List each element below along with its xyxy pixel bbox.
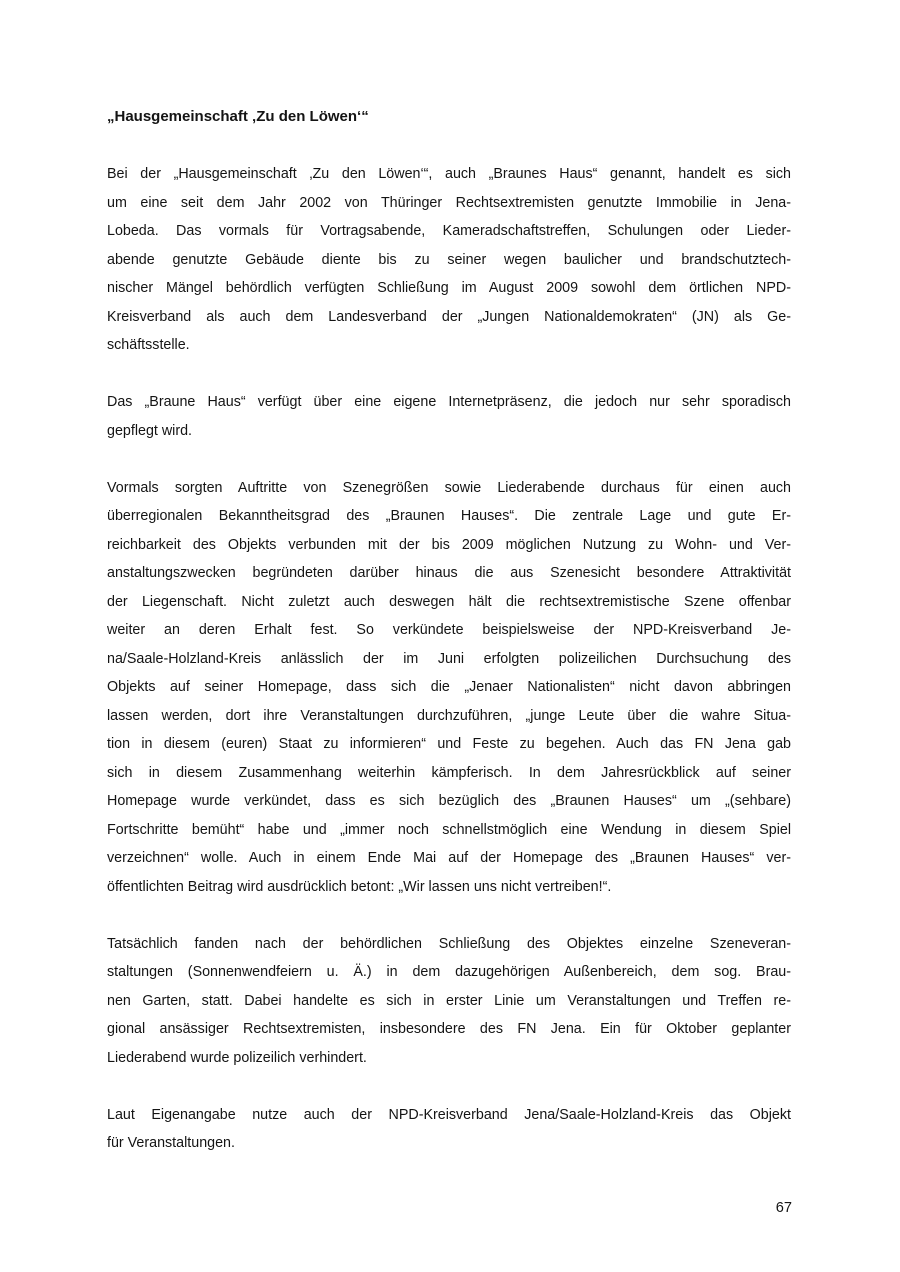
text-line: Kreisverband als auch dem Landesverband der „Jungen Nationaldemokraten“ (JN) als Ge- (107, 308, 791, 325)
text-line: lassen werden, dort ihre Veranstaltungen durchzuführen, „junge Leute über die wahre Situa- (107, 707, 791, 724)
text-line: überregionalen Bekanntheitsgrad des „Braunen Hauses“. Die zentrale Lage und gute Er- (107, 508, 791, 524)
text-line: na/Saale-Holzland-Kreis anlässlich der im Juni erfolgten polizeilichen Durchsuchung des (107, 650, 791, 667)
page-heading: „Hausgemeinschaft ‚Zu den Löwen‘“ (107, 108, 369, 125)
paragraph (107, 1101, 791, 1158)
paragraph (107, 474, 791, 902)
paragraph (107, 160, 791, 360)
text-line: Lobeda. Das vormals für Vortragsabende, Kameradschaftstreffen, Schulungen oder Lieder- (107, 223, 791, 239)
text-line: schäftsstelle. (107, 337, 190, 353)
page-number: 67 (775, 1200, 792, 1216)
text-line: Vormals sorgten Auftritte von Szenegrößen sowie Liederabende durchaus für einen auch (107, 479, 791, 496)
text-line: der Liegenschaft. Nicht zuletzt auch deswegen hält die rechtsextremistische Szene offenbar (107, 593, 791, 610)
text-line: Tatsächlich fanden nach der behördlichen Schließung des Objektes einzelne Szeneveran- (107, 935, 791, 952)
text-line: abende genutzte Gebäude diente bis zu seiner wegen baulicher und brandschutztech- (107, 251, 791, 268)
text-line: für Veranstaltungen. (107, 1135, 235, 1151)
text-line: öffentlichten Beitrag wird ausdrücklich betont: „Wir lassen uns nicht vertreiben!“. (107, 878, 612, 895)
text-line: verzeichnen“ wolle. Auch in einem Ende Mai auf der Homepage des „Braunen Hauses“ ver- (107, 850, 791, 866)
paragraph (107, 388, 791, 445)
text-line: sich in diesem Zusammenhang weiterhin kämpferisch. In dem Jahresrückblick auf seiner (107, 764, 791, 781)
text-line: Objekts auf seiner Homepage, dass sich die „Jenaer Nationalisten“ nicht davon abbringen (107, 679, 791, 695)
text-line: Liederabend wurde polizeilich verhindert. (107, 1049, 367, 1066)
text-line: anstaltungszwecken begründeten darüber hinaus die aus Szenesicht besondere Attraktivität (107, 565, 791, 581)
text-line: Bei der „Hausgemeinschaft ‚Zu den Löwen‘“, auch „Braunes Haus“ genannt, handelt es sich (107, 166, 791, 182)
text-line: reichbarkeit des Objekts verbunden mit der bis 2009 möglichen Nutzung zu Wohn- und Ver- (107, 536, 791, 553)
text-line: um eine seit dem Jahr 2002 von Thüringer Rechtsextremisten genutzte Immobilie in Jena- (107, 194, 791, 211)
text-line: tion in diesem (euren) Staat zu informieren“ und Feste zu begehen. Auch das FN Jena gab (107, 736, 791, 752)
text-line: gional ansässiger Rechtsextremisten, insbesondere des FN Jena. Ein für Oktober geplanter (107, 1021, 791, 1037)
document-body (107, 160, 791, 1186)
paragraph (107, 930, 791, 1073)
text-line: Homepage wurde verkündet, dass es sich bezüglich des „Braunen Hauses“ um „(sehbare) (107, 793, 791, 809)
text-line: Laut Eigenangabe nutze auch der NPD-Kreisverband Jena/Saale-Holzland-Kreis das Objekt (107, 1106, 791, 1123)
text-line: nen Garten, statt. Dabei handelte es sich in erster Linie um Veranstaltungen und Treffen re- (107, 992, 791, 1009)
text-line: gepflegt wird. (107, 422, 193, 439)
text-line: Fortschritte bemüht“ habe und „immer noch schnellstmöglich eine Wendung in diesem Spiel (107, 821, 791, 838)
text-line: nischer Mängel behördlich verfügten Schließung im August 2009 sowohl dem örtlichen NPD- (107, 280, 791, 296)
text-line: weiter an deren Erhalt fest. So verkündete beispielsweise der NPD-Kreisverband Je- (107, 622, 791, 638)
text-line: Das „Braune Haus“ verfügt über eine eigene Internetpräsenz, die jedoch nur sehr sporadisch (107, 394, 791, 410)
text-line: staltungen (Sonnenwendfeiern u. Ä.) in dem dazugehörigen Außenbereich, dem sog. Brau- (107, 964, 791, 980)
